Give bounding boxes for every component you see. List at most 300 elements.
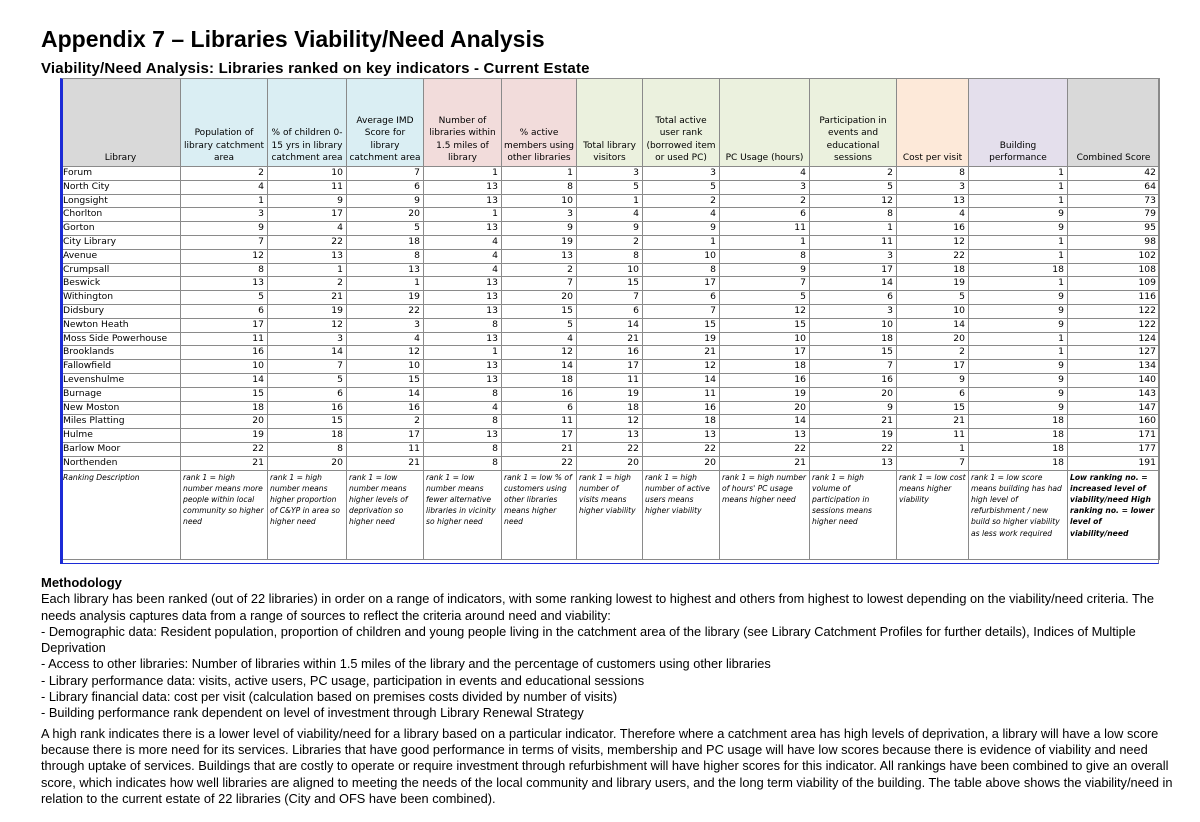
rank-cell: 20 [181, 415, 268, 429]
rank-cell: 13 [424, 373, 502, 387]
rank-cell: 21 [897, 415, 969, 429]
rank-cell: 11 [643, 387, 720, 401]
header-active-users: Total active user rank (borrowed item or used PC) [643, 79, 720, 167]
table-row [61, 429, 1160, 443]
rank-cell: 3 [268, 332, 347, 346]
rank-cell: 9 [969, 387, 1068, 401]
rank-cell: 22 [810, 442, 897, 456]
rank-cell: 18 [502, 373, 577, 387]
rank-cell: 1 [969, 249, 1068, 263]
header-combined-score: Combined Score [1068, 79, 1160, 167]
rank-cell: 8 [268, 442, 347, 456]
header-participation: Participation in events and educational sessions [810, 79, 897, 167]
rank-cell: 1 [810, 222, 897, 236]
rank-cell: 171 [1068, 429, 1160, 443]
rank-cell: 9 [969, 208, 1068, 222]
rank-cell: 14 [502, 360, 577, 374]
header-row [61, 79, 1160, 167]
rank-cell: 1 [969, 180, 1068, 194]
rank-cell: 3 [577, 167, 643, 181]
rank-cell: 8 [577, 249, 643, 263]
library-name-cell: Withington [61, 291, 181, 305]
rank-cell: 11 [268, 180, 347, 194]
rank-cell: 21 [577, 332, 643, 346]
rank-cell: 8 [424, 442, 502, 456]
rank-cell: 1 [424, 346, 502, 360]
rank-cell: 177 [1068, 442, 1160, 456]
rank-cell: 2 [577, 235, 643, 249]
table-row [61, 346, 1160, 360]
rank-cell: 18 [810, 332, 897, 346]
rank-cell: 6 [181, 304, 268, 318]
library-name-cell: Northenden [61, 456, 181, 470]
rank-cell: 18 [969, 263, 1068, 277]
rank-cell: 6 [347, 180, 424, 194]
rank-cell: 7 [810, 360, 897, 374]
rank-cell: 9 [969, 373, 1068, 387]
header-visitors: Total library visitors [577, 79, 643, 167]
table-row [61, 401, 1160, 415]
rank-cell: 20 [643, 456, 720, 470]
rank-cell: 7 [897, 456, 969, 470]
rank-cell: 11 [810, 235, 897, 249]
rank-cell: 4 [268, 222, 347, 236]
table-row [61, 180, 1160, 194]
rank-cell: 2 [502, 263, 577, 277]
rank-cell: 17 [268, 208, 347, 222]
rank-cell: 21 [347, 456, 424, 470]
rank-cell: 1 [969, 194, 1068, 208]
rank-cell: 18 [969, 442, 1068, 456]
rank-cell: 10 [810, 318, 897, 332]
methodology-section [41, 575, 1176, 807]
rank-cell: 18 [969, 456, 1068, 470]
rank-cell: 21 [181, 456, 268, 470]
rank-cell: 1 [720, 235, 810, 249]
table-body [61, 167, 1160, 560]
ranking-description-cell: rank 1 = high number means more people within local community so higher need [181, 470, 268, 559]
rank-cell: 1 [268, 263, 347, 277]
analysis-table-wrapper [60, 78, 1159, 560]
rank-cell: 191 [1068, 456, 1160, 470]
rank-cell: 95 [1068, 222, 1160, 236]
library-name-cell: Burnage [61, 387, 181, 401]
rank-cell: 1 [969, 277, 1068, 291]
rank-cell: 19 [268, 304, 347, 318]
rank-cell: 17 [181, 318, 268, 332]
rank-cell: 22 [720, 442, 810, 456]
rank-cell: 9 [502, 222, 577, 236]
rank-cell: 98 [1068, 235, 1160, 249]
rank-cell: 8 [810, 208, 897, 222]
library-name-cell: Chorlton [61, 208, 181, 222]
table-row [61, 235, 1160, 249]
rank-cell: 9 [969, 304, 1068, 318]
rank-cell: 16 [643, 401, 720, 415]
library-name-cell: Miles Platting [61, 415, 181, 429]
table-subtitle: Viability/Need Analysis: Libraries ranked on key indicators - Current Estate [41, 60, 590, 77]
rank-cell: 15 [181, 387, 268, 401]
table-row [61, 249, 1160, 263]
rank-cell: 12 [181, 249, 268, 263]
rank-cell: 9 [810, 401, 897, 415]
rank-cell: 17 [577, 360, 643, 374]
rank-cell: 116 [1068, 291, 1160, 305]
ranking-description-row [61, 470, 1160, 559]
rank-cell: 122 [1068, 318, 1160, 332]
table-row [61, 332, 1160, 346]
rank-cell: 4 [643, 208, 720, 222]
rank-cell: 9 [969, 291, 1068, 305]
rank-cell: 5 [347, 222, 424, 236]
rank-cell: 1 [424, 167, 502, 181]
rank-cell: 10 [643, 249, 720, 263]
table-row [61, 208, 1160, 222]
header-libraries-nearby: Number of libraries within 1.5 miles of library [424, 79, 502, 167]
ranking-description-cell: rank 1 = low number means fewer alternative libraries in vicinity so higher need [424, 470, 502, 559]
rank-cell: 6 [897, 387, 969, 401]
rank-cell: 8 [502, 180, 577, 194]
ranking-description-cell: rank 1 = low % of customers using other libraries means higher need [502, 470, 577, 559]
library-name-cell: Gorton [61, 222, 181, 236]
rank-cell: 8 [181, 263, 268, 277]
rank-cell: 4 [424, 263, 502, 277]
rank-cell: 7 [643, 304, 720, 318]
ranking-description-cell: rank 1 = high number means higher proportion of C&YP in area so higher need [268, 470, 347, 559]
rank-cell: 14 [720, 415, 810, 429]
methodology-bullet: - Library financial data: cost per visit (calculation based on premises costs divided by number of visits) [41, 689, 618, 705]
rank-cell: 12 [347, 346, 424, 360]
rank-cell: 6 [643, 291, 720, 305]
rank-cell: 8 [347, 249, 424, 263]
rank-cell: 3 [810, 249, 897, 263]
rank-cell: 2 [897, 346, 969, 360]
rank-cell: 18 [577, 401, 643, 415]
ranking-description-cell: rank 1 = low number means higher levels of deprivation so higher need [347, 470, 424, 559]
rank-cell: 1 [643, 235, 720, 249]
methodology-heading: Methodology [41, 575, 122, 590]
rank-cell: 8 [424, 387, 502, 401]
rank-cell: 3 [347, 318, 424, 332]
rank-cell: 20 [502, 291, 577, 305]
table-row [61, 194, 1160, 208]
rank-cell: 19 [577, 387, 643, 401]
rank-cell: 13 [424, 277, 502, 291]
rank-cell: 12 [810, 194, 897, 208]
ranking-description-cell: rank 1 = high number of active users means higher viability [643, 470, 720, 559]
library-name-cell: Avenue [61, 249, 181, 263]
rank-cell: 2 [643, 194, 720, 208]
rank-cell: 109 [1068, 277, 1160, 291]
rank-cell: 13 [720, 429, 810, 443]
rank-cell: 3 [181, 208, 268, 222]
rank-cell: 2 [268, 277, 347, 291]
rank-cell: 17 [720, 346, 810, 360]
rank-cell: 8 [424, 415, 502, 429]
rank-cell: 15 [268, 415, 347, 429]
rank-cell: 11 [181, 332, 268, 346]
rank-cell: 6 [268, 387, 347, 401]
rank-cell: 13 [424, 429, 502, 443]
rank-cell: 10 [181, 360, 268, 374]
rank-cell: 10 [268, 167, 347, 181]
rank-cell: 10 [720, 332, 810, 346]
rank-cell: 18 [969, 415, 1068, 429]
rank-cell: 13 [577, 429, 643, 443]
methodology-bullet: - Demographic data: Resident population, proportion of children and young people living in the catchment area of the library (see Library Catchment Profiles for further details), Indices of Multiple Deprivation [41, 623, 1136, 656]
header-imd: Average IMD Score for library catchment area [347, 79, 424, 167]
rank-cell: 18 [268, 429, 347, 443]
rank-cell: 13 [424, 360, 502, 374]
rank-cell: 20 [577, 456, 643, 470]
rank-cell: 4 [720, 167, 810, 181]
rank-cell: 17 [643, 277, 720, 291]
header-library: Library [61, 79, 181, 167]
methodology-bullet: - Access to other libraries: Number of libraries within 1.5 miles of the library and the percentage of customers using other libraries [41, 656, 771, 672]
rank-cell: 9 [181, 222, 268, 236]
rank-cell: 5 [810, 180, 897, 194]
methodology-bullet: - Library performance data: visits, active users, PC usage, participation in events and educational sessions [41, 672, 645, 688]
rank-cell: 6 [502, 401, 577, 415]
rank-cell: 19 [502, 235, 577, 249]
rank-cell: 11 [720, 222, 810, 236]
page-title: Appendix 7 – Libraries Viability/Need Analysis [41, 26, 545, 52]
rank-cell: 6 [720, 208, 810, 222]
rank-cell: 13 [643, 429, 720, 443]
library-name-cell: Barlow Moor [61, 442, 181, 456]
rank-cell: 13 [424, 194, 502, 208]
table-row [61, 373, 1160, 387]
rank-cell: 5 [502, 318, 577, 332]
rank-cell: 1 [502, 167, 577, 181]
rank-cell: 16 [720, 373, 810, 387]
table-row [61, 291, 1160, 305]
rank-cell: 20 [810, 387, 897, 401]
rank-cell: 13 [268, 249, 347, 263]
rank-cell: 4 [577, 208, 643, 222]
rank-cell: 8 [897, 167, 969, 181]
rank-cell: 1 [969, 235, 1068, 249]
rank-cell: 17 [810, 263, 897, 277]
rank-cell: 21 [643, 346, 720, 360]
header-children: % of children 0-15 yrs in library catchment area [268, 79, 347, 167]
rank-cell: 14 [643, 373, 720, 387]
rank-cell: 14 [181, 373, 268, 387]
rank-cell: 9 [969, 222, 1068, 236]
rank-cell: 13 [181, 277, 268, 291]
rank-cell: 108 [1068, 263, 1160, 277]
rank-cell: 4 [502, 332, 577, 346]
library-name-cell: Fallowfield [61, 360, 181, 374]
rank-cell: 22 [897, 249, 969, 263]
rank-cell: 11 [577, 373, 643, 387]
library-name-cell: New Moston [61, 401, 181, 415]
rank-cell: 22 [502, 456, 577, 470]
rank-cell: 14 [347, 387, 424, 401]
rank-cell: 124 [1068, 332, 1160, 346]
rank-cell: 7 [181, 235, 268, 249]
rank-cell: 8 [720, 249, 810, 263]
rank-cell: 21 [268, 291, 347, 305]
rank-cell: 13 [424, 332, 502, 346]
header-pc-usage: PC Usage (hours) [720, 79, 810, 167]
rank-cell: 79 [1068, 208, 1160, 222]
rank-cell: 1 [181, 194, 268, 208]
ranking-description-cell: Low ranking no. = increased level of viability/need High ranking no. = lower level of viability/need [1068, 470, 1160, 559]
library-name-cell: Newton Heath [61, 318, 181, 332]
library-name-cell: Moss Side Powerhouse [61, 332, 181, 346]
rank-cell: 16 [577, 346, 643, 360]
rank-cell: 18 [969, 429, 1068, 443]
rank-cell: 12 [268, 318, 347, 332]
rank-cell: 9 [347, 194, 424, 208]
library-name-cell: North City [61, 180, 181, 194]
library-name-cell: Brooklands [61, 346, 181, 360]
rank-cell: 15 [347, 373, 424, 387]
rank-cell: 12 [643, 360, 720, 374]
table-row [61, 442, 1160, 456]
rank-cell: 16 [810, 373, 897, 387]
rank-cell: 14 [577, 318, 643, 332]
rank-cell: 12 [897, 235, 969, 249]
rank-cell: 18 [720, 360, 810, 374]
rank-cell: 5 [181, 291, 268, 305]
rank-cell: 16 [181, 346, 268, 360]
rank-cell: 5 [268, 373, 347, 387]
rank-cell: 22 [643, 442, 720, 456]
rank-cell: 18 [347, 235, 424, 249]
rank-cell: 147 [1068, 401, 1160, 415]
rank-cell: 8 [424, 318, 502, 332]
rank-cell: 22 [577, 442, 643, 456]
library-name-cell: Levenshulme [61, 373, 181, 387]
rank-cell: 21 [502, 442, 577, 456]
rank-cell: 12 [720, 304, 810, 318]
methodology-closing: A high rank indicates there is a lower level of viability/need for a library based on a particular indicator. Therefore where a catchment area has high levels of deprivation, a library will have a low score because there is more need for its services. Libraries that have good performance in terms of visits, membership and PC usage will have low scores because there is evidence of viability and need through uptake of services. Buildings that are costly to operate or require investment through refurbishment will have higher scores for this indicator. All rankings have been combined to give an overall score, which indicates how well libraries are aligned to meeting the needs of the local community and library users, and the long term viability of the building. The table above shows the viability/need in relation to the current estate of 22 libraries (City and OFS have been combined). [41, 725, 1173, 806]
methodology-bullet: - Building performance rank dependent on level of investment through Library Renewal Strategy [41, 705, 584, 721]
rank-cell: 19 [643, 332, 720, 346]
rank-cell: 9 [897, 373, 969, 387]
rank-cell: 12 [502, 346, 577, 360]
rank-cell: 13 [424, 180, 502, 194]
rank-cell: 3 [720, 180, 810, 194]
rank-cell: 8 [643, 263, 720, 277]
rank-cell: 19 [720, 387, 810, 401]
table-row [61, 277, 1160, 291]
rank-cell: 22 [181, 442, 268, 456]
rank-cell: 19 [181, 429, 268, 443]
rank-cell: 4 [424, 249, 502, 263]
rank-cell: 4 [347, 332, 424, 346]
header-population: Population of library catchment area [181, 79, 268, 167]
library-name-cell: Hulme [61, 429, 181, 443]
rank-cell: 13 [424, 222, 502, 236]
table-row [61, 456, 1160, 470]
rank-cell: 13 [897, 194, 969, 208]
rank-cell: 3 [810, 304, 897, 318]
rank-cell: 10 [502, 194, 577, 208]
rank-cell: 20 [347, 208, 424, 222]
rank-cell: 5 [643, 180, 720, 194]
rank-cell: 13 [424, 304, 502, 318]
library-name-cell: Beswick [61, 277, 181, 291]
rank-cell: 1 [969, 167, 1068, 181]
rank-cell: 12 [577, 415, 643, 429]
ranking-description-cell: rank 1 = low cost means higher viability [897, 470, 969, 559]
rank-cell: 127 [1068, 346, 1160, 360]
rank-cell: 10 [897, 304, 969, 318]
rank-cell: 17 [347, 429, 424, 443]
ranking-description-cell: rank 1 = low score means building has had high level of refurbishment / new build so higher viability as less work required [969, 470, 1068, 559]
rank-cell: 2 [347, 415, 424, 429]
table-row [61, 415, 1160, 429]
rank-cell: 143 [1068, 387, 1160, 401]
rank-cell: 16 [268, 401, 347, 415]
header-building-performance: Building performance [969, 79, 1068, 167]
rank-cell: 19 [897, 277, 969, 291]
table-row [61, 387, 1160, 401]
rank-cell: 15 [577, 277, 643, 291]
rank-cell: 9 [720, 263, 810, 277]
rank-cell: 1 [347, 277, 424, 291]
rank-cell: 102 [1068, 249, 1160, 263]
rank-cell: 73 [1068, 194, 1160, 208]
rank-cell: 6 [810, 291, 897, 305]
rank-cell: 11 [897, 429, 969, 443]
rank-cell: 7 [502, 277, 577, 291]
rank-cell: 14 [897, 318, 969, 332]
rank-cell: 7 [577, 291, 643, 305]
rank-cell: 10 [577, 263, 643, 277]
rank-cell: 2 [720, 194, 810, 208]
rank-cell: 9 [969, 318, 1068, 332]
library-name-cell: Didsbury [61, 304, 181, 318]
rank-cell: 11 [347, 442, 424, 456]
table-row [61, 167, 1160, 181]
rank-cell: 3 [643, 167, 720, 181]
rank-cell: 15 [810, 346, 897, 360]
ranking-description-cell: rank 1 = high number of hours' PC usage means higher need [720, 470, 810, 559]
ranking-description-label: Ranking Description [61, 470, 181, 559]
rank-cell: 160 [1068, 415, 1160, 429]
rank-cell: 16 [897, 222, 969, 236]
rank-cell: 20 [720, 401, 810, 415]
header-cost-per-visit: Cost per visit [897, 79, 969, 167]
rank-cell: 15 [502, 304, 577, 318]
rank-cell: 3 [502, 208, 577, 222]
rank-cell: 9 [643, 222, 720, 236]
rank-cell: 1 [424, 208, 502, 222]
rank-cell: 20 [897, 332, 969, 346]
library-name-cell: City Library [61, 235, 181, 249]
rank-cell: 13 [502, 249, 577, 263]
rank-cell: 7 [268, 360, 347, 374]
rank-cell: 11 [502, 415, 577, 429]
rank-cell: 17 [897, 360, 969, 374]
rank-cell: 4 [424, 401, 502, 415]
rank-cell: 5 [720, 291, 810, 305]
rank-cell: 9 [268, 194, 347, 208]
rank-cell: 2 [181, 167, 268, 181]
rank-cell: 140 [1068, 373, 1160, 387]
rank-cell: 15 [720, 318, 810, 332]
rank-cell: 7 [720, 277, 810, 291]
rank-cell: 9 [969, 401, 1068, 415]
rank-cell: 122 [1068, 304, 1160, 318]
rank-cell: 13 [347, 263, 424, 277]
rank-cell: 15 [897, 401, 969, 415]
rank-cell: 3 [897, 180, 969, 194]
